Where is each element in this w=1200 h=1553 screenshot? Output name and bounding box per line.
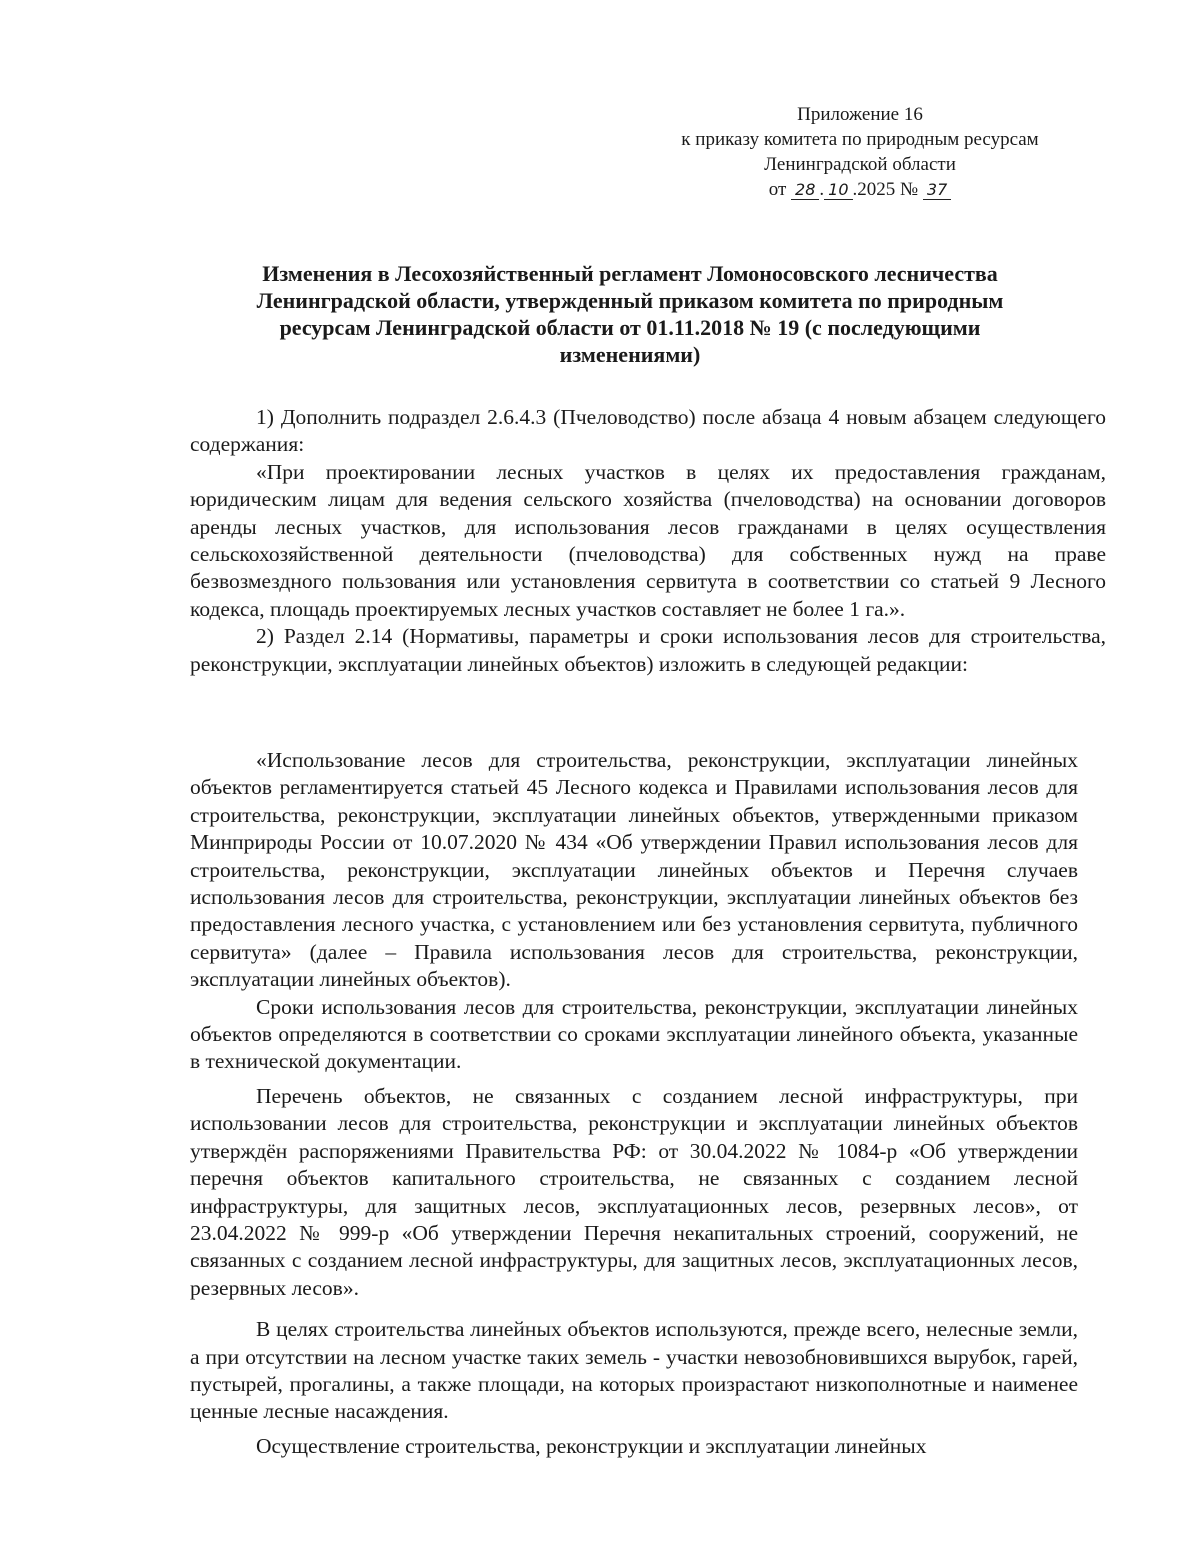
paragraph-objects-list: Перечень объектов, не связанных с созданием лесной инфраструктуры, при использовании лесов для строительства, реконструкции и эксплуатации линейных объектов утверждён распоряжениями Правительства РФ: от 30.04.2022 № 1084-р «Об утверждении перечня объектов капитального строительства, не связанных с созданием лесной инфраструктуры, для защитных лесов, эксплуатационных лесов, резервных лесов», от 23.04.2022 № 999-р «Об утверждении Перечня некапитальных строений, сооружений, не связанных с созданием лесной инфраструктуры, для защитных лесов, эксплуатационных лесов, резервных лесов».: [190, 1083, 1078, 1300]
date-separator: .: [819, 179, 825, 200]
order-reference: к приказу комитета по природным ресурсам: [681, 129, 1039, 150]
paragraph-usage-terms: Сроки использования лесов для строительства, реконструкции, эксплуатации линейных объектов определяются в соответствии со сроками эксплуатации линейного объекта, указанные в технической документации.: [190, 994, 1078, 1074]
handwritten-month: 10: [824, 181, 852, 200]
handwritten-order-number: 37: [923, 181, 951, 200]
document-title: [190, 260, 1070, 368]
title-line-3: ресурсам Ленинградской области от 01.11.2018 № 19 (с последующими: [279, 315, 981, 340]
appendix-header: [600, 102, 1120, 202]
order-date-line: [600, 177, 1120, 202]
handwritten-day: 28: [791, 181, 819, 200]
date-year: .2025 №: [852, 179, 919, 200]
document-body: [190, 404, 1106, 678]
appendix-number: Приложение 16: [797, 104, 923, 125]
paragraph-linear-objects-usage: «Использование лесов для строительства, реконструкции, эксплуатации линейных объектов регламентируется статьей 45 Лесного кодекса и Правилами использования лесов для строительства, реконструкции, эксплуатации линейных объектов, утвержденными приказом Минприроды России от 10.07.2020 № 434 «Об утверждении Правил использования лесов для строительства, реконструкции, эксплуатации линейных объектов и Перечня случаев использования лесов для строительства, реконструкции, эксплуатации линейных объектов без предоставления лесного участка, с установлением или без установления сервитута, публичного сервитута» (далее – Правила использования лесов для строительства, реконструкции, эксплуатации линейных объектов).: [190, 748, 1078, 992]
title-line-1: Изменения в Лесохозяйственный регламент Ломоносовского лесничества: [262, 261, 998, 286]
paragraph-construction-start: Осуществление строительства, реконструкции и эксплуатации линейных: [256, 1433, 927, 1458]
document-body-continued: [190, 747, 1078, 1460]
title-line-4: изменениями): [559, 342, 701, 367]
title-line-2: Ленинградской области, утвержденный приказом комитета по природным: [256, 288, 1004, 313]
date-prefix: от: [768, 179, 787, 200]
paragraph-beekeeping-text: «При проектировании лесных участков в целях их предоставления гражданам, юридическим лицам для ведения сельского хозяйства (пчеловодства) на основании договоров аренды лесных участков, для использования лесов гражданами в целях осуществления сельскохозяйственной деятельности (пчеловодства) для собственных нужд на праве безвозмездного пользования или установления сервитута в соответствии со статьей 9 Лесного кодекса, площадь проектируемых лесных участков составляет не более 1 га.».: [190, 459, 1106, 621]
paragraph-item-1: 1) Дополнить подраздел 2.6.4.3 (Пчеловодство) после абзаца 4 новым абзацем следующего содержания:: [190, 405, 1106, 457]
region-name: Ленинградской области: [764, 154, 956, 175]
paragraph-item-2: 2) Раздел 2.14 (Нормативы, параметры и сроки использования лесов для строительства, реконструкции, эксплуатации линейных объектов) изложить в следующей редакции:: [190, 624, 1106, 676]
paragraph-land-priority: В целях строительства линейных объектов используются, прежде всего, нелесные земли, а при отсутствии на лесном участке таких земель - участки невозобновившихся вырубок, гарей, пустырей, прогалины, а также площади, на которых произрастают низкополнотные и наименее ценные лесные насаждения.: [190, 1317, 1078, 1424]
